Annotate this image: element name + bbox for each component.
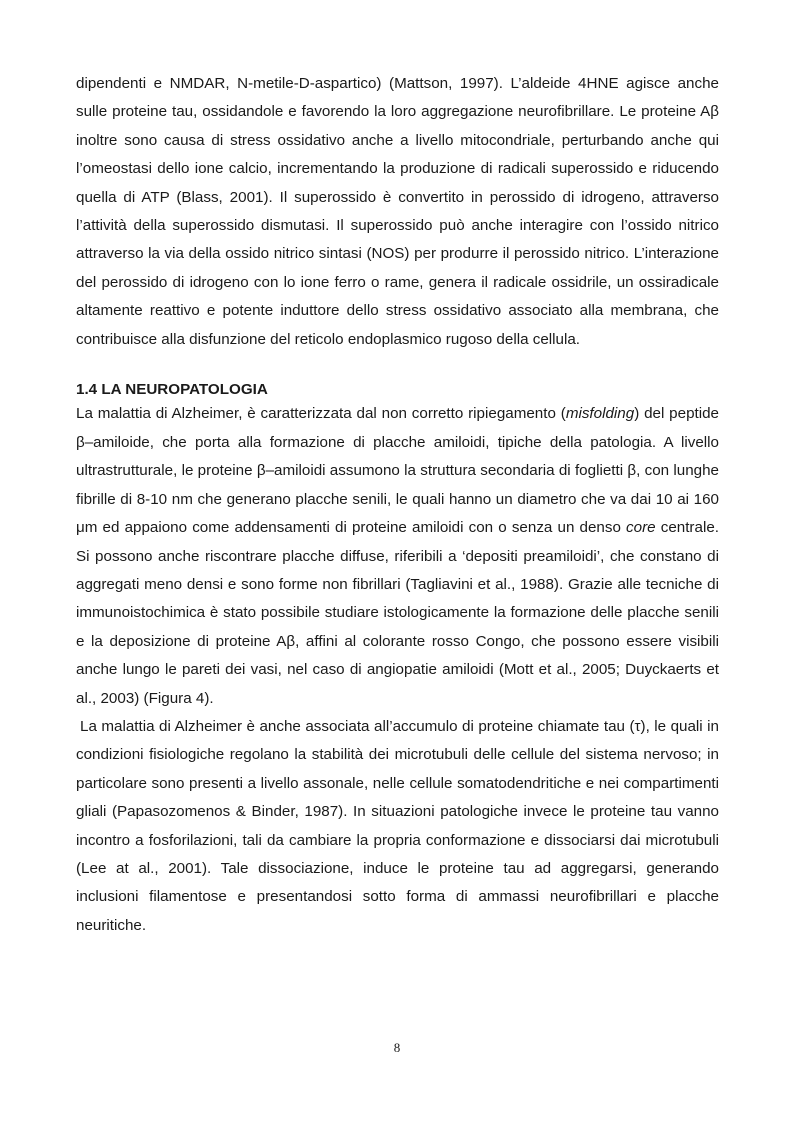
italic-term-misfolding: misfolding	[565, 405, 635, 423]
italic-term-core: core	[626, 519, 656, 537]
paragraph-oxidative-stress: dipendenti e NMDAR, N-metile-D-aspartico) (Mattson, 1997). L’aldeide 4HNE agisce anche sulle proteine tau, ossidandole e favorendo la loro aggregazione neurofibrillare. Le proteine Aβ inoltre sono causa di stress ossidativo anche a livello mitocondriale, perturbando anche qui l’omeostasi dello ione calcio, incrementando la produzione di radicali superossido e riducendo quella di ATP (Blass, 2001). Il superossido è convertito in perossido di idrogeno, attraverso l’attività della superossido dismutasi. Il superossido può anche interagire con l’ossido nitrico attraverso la via della ossido nitrico sintasi (NOS) per produrre il perossido nitrico. L’interazione del perossido di idrogeno con lo ione ferro o rame, genera il radicale ossidrile, un ossiradicale altamente reattivo e potente induttore dello stress ossidativo associato alla membrana, che contribuisce alla disfunzione del reticolo endoplasmico rugoso della cellula.	[76, 75, 719, 348]
paragraph-text: ) del peptide β–amiloide, che porta alla formazione di placche amiloidi, tipiche della patologia. A livello ultrastrutturale, le proteine β–amiloidi assumono la struttura secondaria di foglietti β, con lunghe fibrille di 8-10 nm che generano placche senili, le quali hanno un diametro che va dai 10 ai 160 μm ed appaiono come addensamenti di proteine amiloidi con o senza un denso	[76, 405, 719, 537]
paragraph-text: centrale. Si possono anche riscontrare placche diffuse, riferibili a ‘depositi preamiloidi’, che constano di aggregati meno densi e sono forme non fibrillari (Tagliavini et al., 1988). Grazie alle tecniche di immunoistochimica è stato possibile studiare istologicamente la formazione delle placche senili e la deposizione di proteine Aβ, affini al colorante rosso Congo, che possono essere visibili anche lungo le pareti dei vasi, nel caso di angiopatie amiloidi (Mott et al., 2005; Duyckaerts et al., 2003) (Figura 4).	[76, 519, 719, 707]
section-heading: 1.4 LA NEUROPATOLOGIA	[76, 381, 268, 399]
paragraph-neuropathology	[76, 400, 719, 712]
page-number: 8	[393, 1040, 401, 1055]
paragraph-text: La malattia di Alzheimer, è caratterizzata dal non corretto ripiegamento (	[76, 405, 566, 423]
paragraph-tau-proteins: La malattia di Alzheimer è anche associata all’accumulo di proteine chiamate tau (τ), le quali in condizioni fisiologiche regolano la stabilità dei microtubuli delle cellule del sistema nervoso; in particolare sono presenti a livello assonale, nelle cellule somatodendritiche e nei compartimenti gliali (Papasozomenos & Binder, 1987). In situazioni patologiche invece le proteine tau vanno incontro a fosforilazioni, tali da cambiare la propria conformazione e dissociarsi dai microtubuli (Lee at al., 2001). Tale dissociazione, induce le proteine tau ad aggregarsi, generando inclusioni filamentose e presentandosi sotto forma di ammassi neurofibrillari e placche neuritiche.	[76, 717, 719, 934]
document-body	[76, 70, 719, 940]
